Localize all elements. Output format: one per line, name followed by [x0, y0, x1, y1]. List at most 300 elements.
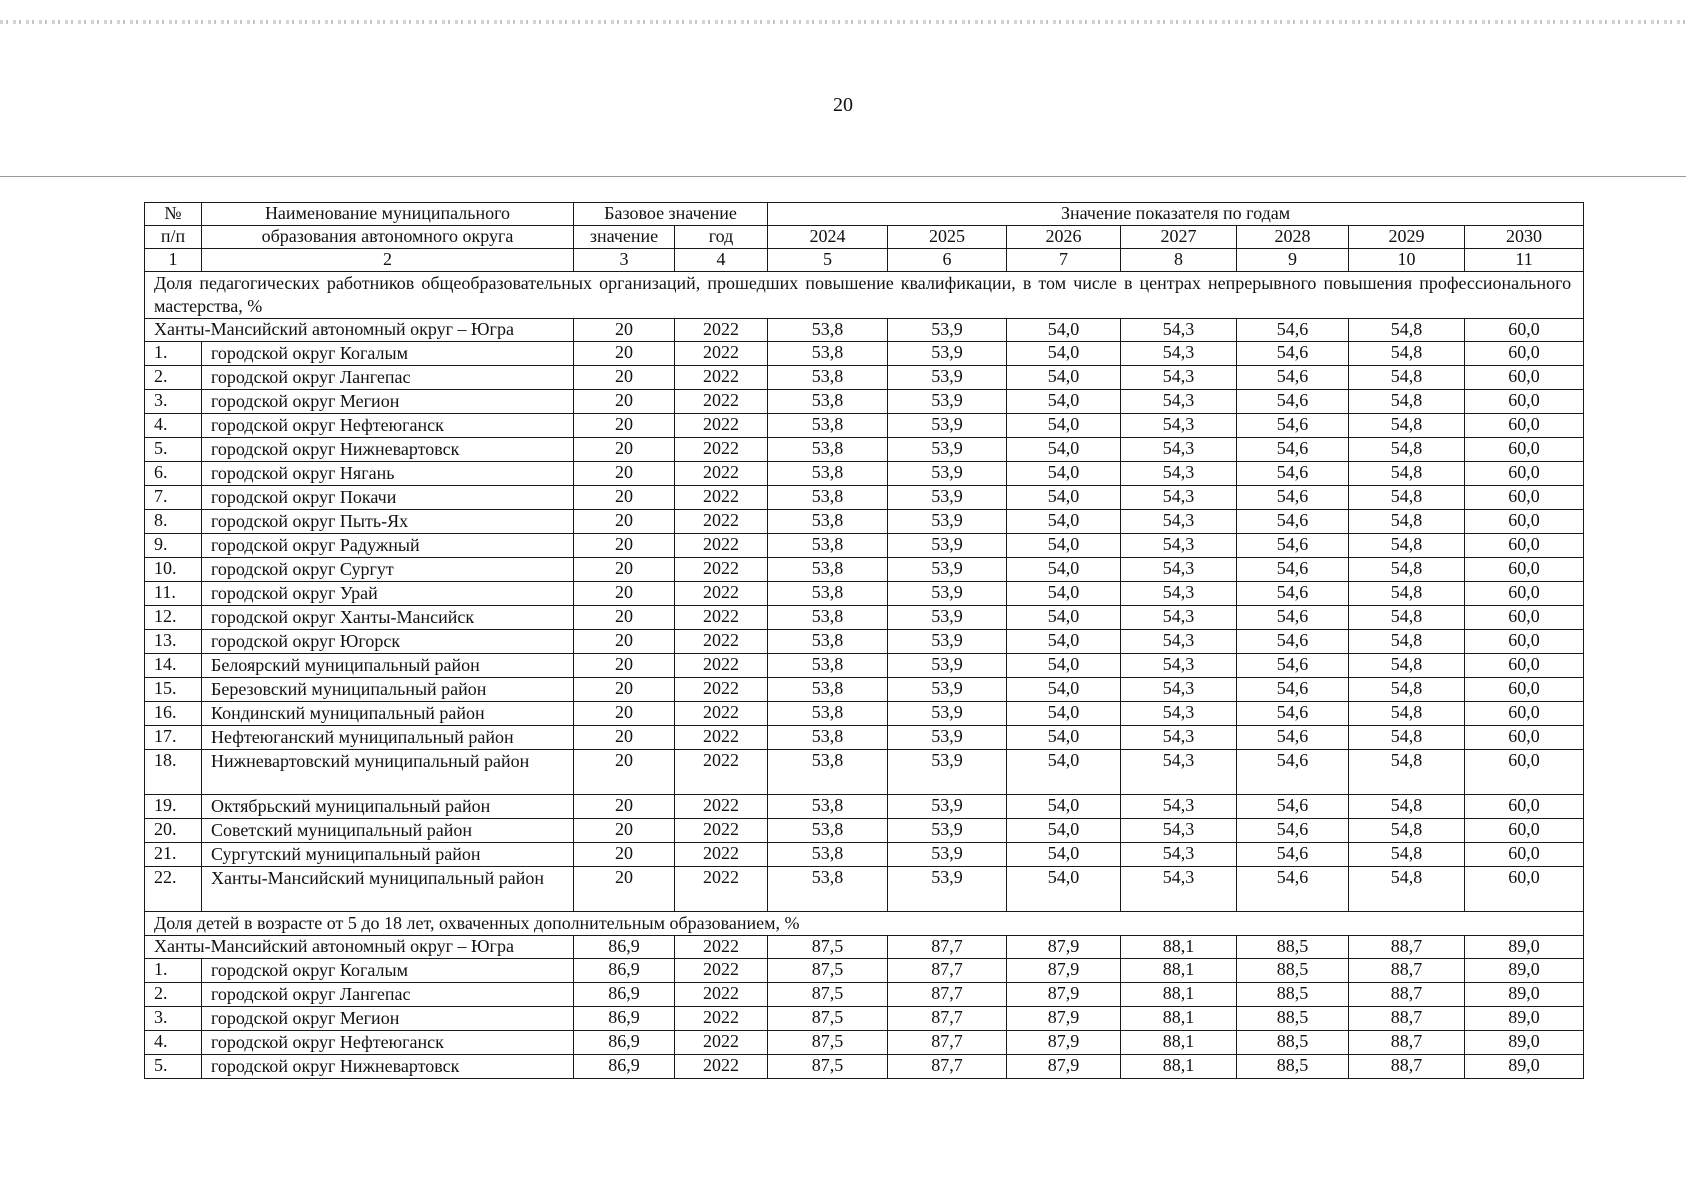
municipality-name: городской округ Когалым: [202, 959, 574, 983]
year-value-cell: 60,0: [1465, 654, 1584, 678]
year-value-cell: 54,8: [1349, 795, 1465, 819]
year-value-cell: 53,9: [888, 750, 1007, 795]
year-value-cell: 87,9: [1007, 983, 1121, 1007]
base-value-cell: 20: [574, 630, 675, 654]
base-value-cell: 20: [574, 558, 675, 582]
year-value-cell: 54,8: [1349, 390, 1465, 414]
year-value-cell: 54,8: [1349, 582, 1465, 606]
municipality-row: [145, 867, 1584, 912]
municipality-name: городской округ Мегион: [202, 390, 574, 414]
section-title: Доля детей в возрасте от 5 до 18 лет, охваченных дополнительным образованием, %: [145, 912, 1584, 936]
year-value-cell: 53,9: [888, 630, 1007, 654]
municipality-row: [145, 843, 1584, 867]
year-value-cell: 53,9: [888, 534, 1007, 558]
base-year-cell: 2022: [675, 702, 768, 726]
year-value-cell: 53,8: [768, 414, 888, 438]
year-value-cell: 88,5: [1237, 1055, 1349, 1079]
base-year-cell: 2022: [675, 438, 768, 462]
year-value-cell: 89,0: [1465, 959, 1584, 983]
year-value-cell: 54,6: [1237, 606, 1349, 630]
row-number: 15.: [145, 678, 202, 702]
year-value-cell: 53,8: [768, 438, 888, 462]
municipality-name: городской округ Нефтеюганск: [202, 414, 574, 438]
row-number: 17.: [145, 726, 202, 750]
okrug-total-row: [145, 936, 1584, 959]
year-value-cell: 88,7: [1349, 1055, 1465, 1079]
municipality-row: [145, 654, 1584, 678]
municipality-row: [145, 366, 1584, 390]
base-value-cell: 20: [574, 462, 675, 486]
column-number: 4: [675, 249, 768, 272]
row-number: 19.: [145, 795, 202, 819]
municipality-row: [145, 795, 1584, 819]
year-value-cell: 54,0: [1007, 582, 1121, 606]
column-number: 7: [1007, 249, 1121, 272]
year-value-cell: 53,8: [768, 843, 888, 867]
base-value-cell: 20: [574, 819, 675, 843]
section-title: Доля педагогических работников общеобразовательных организаций, прошедших повышение квалификации, в том числе в центрах непрерывного повышения профессионального мастерства, %: [145, 272, 1584, 319]
year-value-cell: 53,9: [888, 654, 1007, 678]
column-number: 3: [574, 249, 675, 272]
base-value-cell: 20: [574, 867, 675, 912]
base-value-cell: 20: [574, 534, 675, 558]
municipality-row: [145, 438, 1584, 462]
municipality-name: городской округ Нефтеюганск: [202, 1031, 574, 1055]
table-body: [145, 203, 1584, 1079]
header-row-1: [145, 203, 1584, 226]
base-year-cell: 2022: [675, 510, 768, 534]
row-number: 8.: [145, 510, 202, 534]
base-year-cell: 2022: [675, 1055, 768, 1079]
base-year-cell: 2022: [675, 726, 768, 750]
column-number: 1: [145, 249, 202, 272]
row-number: 16.: [145, 702, 202, 726]
base-value-cell: 20: [574, 342, 675, 366]
year-value-cell: 60,0: [1465, 582, 1584, 606]
year-value-cell: 54,8: [1349, 558, 1465, 582]
row-number: 1.: [145, 342, 202, 366]
municipality-name: городской округ Радужный: [202, 534, 574, 558]
base-year-cell: 2022: [675, 795, 768, 819]
year-value-cell: 88,7: [1349, 959, 1465, 983]
year-value-cell: 54,6: [1237, 750, 1349, 795]
header-num-line2: п/п: [145, 226, 202, 249]
year-value-cell: 54,6: [1237, 319, 1349, 342]
year-value-cell: 60,0: [1465, 510, 1584, 534]
base-year-cell: 2022: [675, 1007, 768, 1031]
base-value-cell: 86,9: [574, 1007, 675, 1031]
base-year-cell: 2022: [675, 936, 768, 959]
year-value-cell: 53,9: [888, 510, 1007, 534]
base-year-cell: 2022: [675, 1031, 768, 1055]
municipality-row: [145, 606, 1584, 630]
year-value-cell: 54,0: [1007, 867, 1121, 912]
year-value-cell: 89,0: [1465, 983, 1584, 1007]
year-value-cell: 54,6: [1237, 630, 1349, 654]
year-value-cell: 54,6: [1237, 462, 1349, 486]
year-value-cell: 54,8: [1349, 819, 1465, 843]
year-value-cell: 54,3: [1121, 462, 1237, 486]
year-value-cell: 88,1: [1121, 936, 1237, 959]
base-year-cell: 2022: [675, 558, 768, 582]
municipality-name: Нижневартовский муниципальный район: [202, 750, 574, 795]
year-value-cell: 54,8: [1349, 867, 1465, 912]
year-value-cell: 53,9: [888, 726, 1007, 750]
year-value-cell: 60,0: [1465, 867, 1584, 912]
year-value-cell: 54,0: [1007, 558, 1121, 582]
row-number: 6.: [145, 462, 202, 486]
column-number: 6: [888, 249, 1007, 272]
year-value-cell: 60,0: [1465, 606, 1584, 630]
year-value-cell: 87,5: [768, 936, 888, 959]
year-value-cell: 54,0: [1007, 654, 1121, 678]
year-value-cell: 88,1: [1121, 1031, 1237, 1055]
year-value-cell: 54,6: [1237, 582, 1349, 606]
base-value-cell: 20: [574, 606, 675, 630]
year-value-cell: 54,3: [1121, 582, 1237, 606]
base-value-cell: 20: [574, 486, 675, 510]
year-value-cell: 53,9: [888, 558, 1007, 582]
year-value-cell: 54,3: [1121, 438, 1237, 462]
row-number: 10.: [145, 558, 202, 582]
year-value-cell: 53,8: [768, 702, 888, 726]
base-value-cell: 20: [574, 726, 675, 750]
year-value-cell: 53,8: [768, 462, 888, 486]
year-value-cell: 54,6: [1237, 366, 1349, 390]
year-value-cell: 89,0: [1465, 936, 1584, 959]
base-year-cell: 2022: [675, 342, 768, 366]
year-value-cell: 60,0: [1465, 630, 1584, 654]
base-year-cell: 2022: [675, 606, 768, 630]
municipality-row: [145, 726, 1584, 750]
year-value-cell: 54,0: [1007, 486, 1121, 510]
header-base-year: год: [675, 226, 768, 249]
base-value-cell: 86,9: [574, 1031, 675, 1055]
year-value-cell: 53,9: [888, 342, 1007, 366]
year-value-cell: 87,7: [888, 1007, 1007, 1031]
row-number: 4.: [145, 1031, 202, 1055]
year-value-cell: 54,3: [1121, 726, 1237, 750]
year-value-cell: 54,0: [1007, 438, 1121, 462]
year-value-cell: 54,8: [1349, 462, 1465, 486]
row-number: 3.: [145, 1007, 202, 1031]
year-value-cell: 53,8: [768, 795, 888, 819]
year-value-cell: 54,3: [1121, 534, 1237, 558]
municipality-row: [145, 630, 1584, 654]
municipality-row: [145, 959, 1584, 983]
base-value-cell: 20: [574, 702, 675, 726]
year-value-cell: 54,8: [1349, 702, 1465, 726]
year-value-cell: 54,6: [1237, 558, 1349, 582]
column-numbers-row: [145, 249, 1584, 272]
base-year-cell: 2022: [675, 414, 768, 438]
year-value-cell: 53,9: [888, 462, 1007, 486]
year-value-cell: 54,0: [1007, 702, 1121, 726]
year-value-cell: 54,8: [1349, 414, 1465, 438]
municipality-name: Советский муниципальный район: [202, 819, 574, 843]
year-value-cell: 54,6: [1237, 702, 1349, 726]
year-value-cell: 53,8: [768, 486, 888, 510]
municipality-row: [145, 558, 1584, 582]
base-year-cell: 2022: [675, 390, 768, 414]
year-value-cell: 54,6: [1237, 819, 1349, 843]
year-value-cell: 54,3: [1121, 558, 1237, 582]
year-value-cell: 54,0: [1007, 750, 1121, 795]
year-value-cell: 60,0: [1465, 366, 1584, 390]
year-value-cell: 54,8: [1349, 366, 1465, 390]
base-year-cell: 2022: [675, 366, 768, 390]
municipality-name: городской округ Урай: [202, 582, 574, 606]
header-name: Наименование муниципального: [202, 203, 574, 226]
row-number: 5.: [145, 1055, 202, 1079]
year-value-cell: 88,1: [1121, 1055, 1237, 1079]
year-value-cell: 88,5: [1237, 983, 1349, 1007]
year-value-cell: 54,0: [1007, 606, 1121, 630]
base-year-cell: 2022: [675, 534, 768, 558]
year-value-cell: 54,8: [1349, 750, 1465, 795]
year-value-cell: 54,3: [1121, 678, 1237, 702]
base-value-cell: 86,9: [574, 959, 675, 983]
year-value-cell: 60,0: [1465, 819, 1584, 843]
year-value-cell: 53,8: [768, 678, 888, 702]
year-value-cell: 54,8: [1349, 726, 1465, 750]
year-value-cell: 54,3: [1121, 606, 1237, 630]
base-year-cell: 2022: [675, 630, 768, 654]
year-value-cell: 54,0: [1007, 319, 1121, 342]
base-year-cell: 2022: [675, 750, 768, 795]
header-name-line2: образования автономного округа: [202, 226, 574, 249]
year-value-cell: 53,9: [888, 366, 1007, 390]
year-value-cell: 54,0: [1007, 366, 1121, 390]
year-value-cell: 60,0: [1465, 534, 1584, 558]
base-year-cell: 2022: [675, 678, 768, 702]
year-value-cell: 53,9: [888, 319, 1007, 342]
year-value-cell: 54,3: [1121, 510, 1237, 534]
year-value-cell: 54,3: [1121, 486, 1237, 510]
year-value-cell: 54,8: [1349, 534, 1465, 558]
year-value-cell: 54,6: [1237, 534, 1349, 558]
header-row-2: [145, 226, 1584, 249]
year-value-cell: 53,8: [768, 654, 888, 678]
municipality-name: городской округ Нижневартовск: [202, 438, 574, 462]
header-year: 2026: [1007, 226, 1121, 249]
municipality-row: [145, 983, 1584, 1007]
row-number: 3.: [145, 390, 202, 414]
base-value-cell: 86,9: [574, 936, 675, 959]
year-value-cell: 87,5: [768, 959, 888, 983]
year-value-cell: 53,9: [888, 843, 1007, 867]
base-value-cell: 20: [574, 582, 675, 606]
year-value-cell: 60,0: [1465, 750, 1584, 795]
year-value-cell: 54,8: [1349, 630, 1465, 654]
municipality-name: городской округ Лангепас: [202, 983, 574, 1007]
municipality-row: [145, 582, 1584, 606]
year-value-cell: 54,0: [1007, 510, 1121, 534]
year-value-cell: 54,3: [1121, 819, 1237, 843]
year-value-cell: 87,9: [1007, 936, 1121, 959]
year-value-cell: 54,0: [1007, 462, 1121, 486]
column-number: 10: [1349, 249, 1465, 272]
year-value-cell: 87,5: [768, 1031, 888, 1055]
year-value-cell: 54,8: [1349, 486, 1465, 510]
municipality-row: [145, 342, 1584, 366]
base-year-cell: 2022: [675, 959, 768, 983]
base-year-cell: 2022: [675, 654, 768, 678]
row-number: 2.: [145, 366, 202, 390]
base-year-cell: 2022: [675, 843, 768, 867]
base-value-cell: 20: [574, 319, 675, 342]
municipality-row: [145, 534, 1584, 558]
year-value-cell: 54,8: [1349, 342, 1465, 366]
municipality-name: Ханты-Мансийский муниципальный район: [202, 867, 574, 912]
row-number: 12.: [145, 606, 202, 630]
year-value-cell: 53,8: [768, 366, 888, 390]
year-value-cell: 54,3: [1121, 390, 1237, 414]
year-value-cell: 54,6: [1237, 678, 1349, 702]
year-value-cell: 54,8: [1349, 843, 1465, 867]
municipality-row: [145, 1031, 1584, 1055]
year-value-cell: 54,3: [1121, 702, 1237, 726]
header-year: 2028: [1237, 226, 1349, 249]
base-value-cell: 20: [574, 366, 675, 390]
column-number: 8: [1121, 249, 1237, 272]
year-value-cell: 54,3: [1121, 654, 1237, 678]
year-value-cell: 54,6: [1237, 342, 1349, 366]
okrug-total-row: [145, 319, 1584, 342]
year-value-cell: 54,3: [1121, 750, 1237, 795]
year-value-cell: 88,7: [1349, 983, 1465, 1007]
year-value-cell: 54,0: [1007, 390, 1121, 414]
municipality-row: [145, 678, 1584, 702]
year-value-cell: 60,0: [1465, 558, 1584, 582]
column-number: 11: [1465, 249, 1584, 272]
year-value-cell: 54,6: [1237, 414, 1349, 438]
year-value-cell: 60,0: [1465, 726, 1584, 750]
column-number: 5: [768, 249, 888, 272]
year-value-cell: 60,0: [1465, 438, 1584, 462]
base-year-cell: 2022: [675, 319, 768, 342]
base-value-cell: 20: [574, 795, 675, 819]
year-value-cell: 87,7: [888, 959, 1007, 983]
municipality-row: [145, 486, 1584, 510]
row-number: 4.: [145, 414, 202, 438]
year-value-cell: 54,8: [1349, 654, 1465, 678]
municipality-row: [145, 750, 1584, 795]
municipality-row: [145, 462, 1584, 486]
row-number: 13.: [145, 630, 202, 654]
year-value-cell: 54,0: [1007, 342, 1121, 366]
base-year-cell: 2022: [675, 462, 768, 486]
year-value-cell: 53,9: [888, 867, 1007, 912]
year-value-cell: 87,7: [888, 1031, 1007, 1055]
section-title-row: [145, 912, 1584, 936]
municipality-row: [145, 390, 1584, 414]
year-value-cell: 88,1: [1121, 1007, 1237, 1031]
municipality-row: [145, 1055, 1584, 1079]
base-value-cell: 20: [574, 750, 675, 795]
year-value-cell: 54,0: [1007, 534, 1121, 558]
base-year-cell: 2022: [675, 867, 768, 912]
year-value-cell: 53,8: [768, 819, 888, 843]
municipality-name: городской округ Мегион: [202, 1007, 574, 1031]
municipality-row: [145, 510, 1584, 534]
year-value-cell: 60,0: [1465, 795, 1584, 819]
municipality-name: Кондинский муниципальный район: [202, 702, 574, 726]
header-year: 2025: [888, 226, 1007, 249]
year-value-cell: 54,0: [1007, 726, 1121, 750]
base-value-cell: 86,9: [574, 983, 675, 1007]
year-value-cell: 88,5: [1237, 959, 1349, 983]
year-value-cell: 54,6: [1237, 726, 1349, 750]
base-value-cell: 20: [574, 414, 675, 438]
municipality-name: городской округ Сургут: [202, 558, 574, 582]
base-value-cell: 20: [574, 678, 675, 702]
year-value-cell: 54,3: [1121, 414, 1237, 438]
year-value-cell: 89,0: [1465, 1007, 1584, 1031]
year-value-cell: 53,9: [888, 414, 1007, 438]
municipality-row: [145, 1007, 1584, 1031]
year-value-cell: 87,9: [1007, 959, 1121, 983]
base-value-cell: 20: [574, 510, 675, 534]
municipality-name: городской округ Нягань: [202, 462, 574, 486]
year-value-cell: 88,7: [1349, 1031, 1465, 1055]
page-number: 20: [833, 94, 853, 116]
year-value-cell: 54,0: [1007, 414, 1121, 438]
year-value-cell: 87,7: [888, 936, 1007, 959]
year-value-cell: 54,8: [1349, 438, 1465, 462]
year-value-cell: 87,7: [888, 1055, 1007, 1079]
year-value-cell: 53,9: [888, 582, 1007, 606]
year-value-cell: 54,3: [1121, 342, 1237, 366]
year-value-cell: 54,8: [1349, 606, 1465, 630]
year-value-cell: 53,9: [888, 819, 1007, 843]
row-number: 22.: [145, 867, 202, 912]
municipality-name: городской округ Югорск: [202, 630, 574, 654]
base-year-cell: 2022: [675, 486, 768, 510]
okrug-name: Ханты-Мансийский автономный округ – Югра: [145, 319, 574, 342]
year-value-cell: 87,9: [1007, 1007, 1121, 1031]
base-value-cell: 20: [574, 843, 675, 867]
year-value-cell: 60,0: [1465, 462, 1584, 486]
year-value-cell: 89,0: [1465, 1055, 1584, 1079]
column-number: 2: [202, 249, 574, 272]
year-value-cell: 88,1: [1121, 983, 1237, 1007]
year-value-cell: 87,5: [768, 983, 888, 1007]
year-value-cell: 53,8: [768, 510, 888, 534]
year-value-cell: 53,8: [768, 342, 888, 366]
header-year: 2027: [1121, 226, 1237, 249]
base-value-cell: 20: [574, 654, 675, 678]
year-value-cell: 53,8: [768, 867, 888, 912]
year-value-cell: 54,3: [1121, 795, 1237, 819]
year-value-cell: 54,3: [1121, 843, 1237, 867]
municipality-name: городской округ Ханты-Мансийск: [202, 606, 574, 630]
year-value-cell: 88,5: [1237, 936, 1349, 959]
base-value-cell: 20: [574, 438, 675, 462]
header-num: №: [145, 203, 202, 226]
year-value-cell: 53,9: [888, 486, 1007, 510]
year-value-cell: 54,8: [1349, 678, 1465, 702]
year-value-cell: 60,0: [1465, 843, 1584, 867]
year-value-cell: 89,0: [1465, 1031, 1584, 1055]
header-divider: [0, 176, 1686, 177]
indicators-table: [144, 202, 1584, 1079]
section-title-row: [145, 272, 1584, 319]
year-value-cell: 54,6: [1237, 390, 1349, 414]
year-value-cell: 53,9: [888, 606, 1007, 630]
year-value-cell: 53,8: [768, 750, 888, 795]
year-value-cell: 54,0: [1007, 843, 1121, 867]
